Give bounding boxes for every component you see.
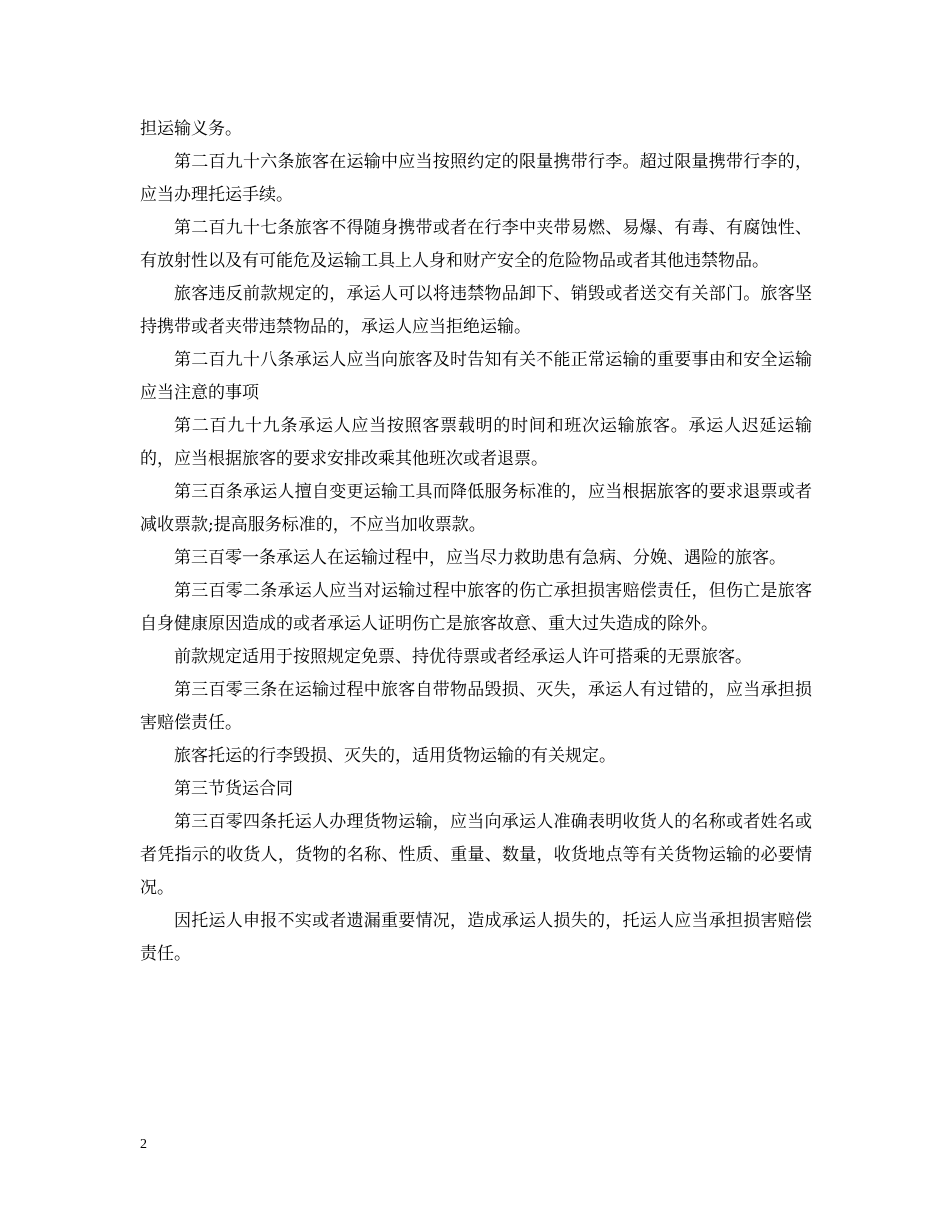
paragraph: 第三百零三条在运输过程中旅客自带物品毁损、灭失，承运人有过错的，应当承担损害赔偿责任。 bbox=[140, 680, 812, 733]
paragraph: 前款规定适用于按照规定免票、持优待票或者经承运人许可搭乘的无票旅客。 bbox=[174, 647, 752, 667]
paragraph: 第二百九十九条承运人应当按照客票载明的时间和班次运输旅客。承运人迟延运输的，应当根据旅客的要求安排改乘其他班次或者退票。 bbox=[140, 416, 812, 469]
paragraph: 第三百零一条承运人在运输过程中，应当尽力救助患有急病、分娩、遇险的旅客。 bbox=[174, 548, 786, 568]
paragraph: 第二百九十七条旅客不得随身携带或者在行李中夹带易燃、易爆、有毒、有腐蚀性、有放射性以及有可能危及运输工具上人身和财产安全的危险物品或者其他违禁物品。 bbox=[140, 218, 812, 271]
paragraph: 旅客托运的行李毁损、灭失的，适用货物运输的有关规定。 bbox=[174, 746, 616, 766]
paragraph: 担运输义务。 bbox=[140, 119, 242, 139]
paragraph: 旅客违反前款规定的，承运人可以将违禁物品卸下、销毁或者送交有关部门。旅客坚持携带或者夹带违禁物品的，承运人应当拒绝运输。 bbox=[140, 284, 812, 337]
paragraph: 第二百九十六条旅客在运输中应当按照约定的限量携带行李。超过限量携带行李的，应当办理托运手续。 bbox=[140, 152, 812, 205]
section-heading: 第三节货运合同 bbox=[174, 779, 293, 799]
paragraph: 第三百条承运人擅自变更运输工具而降低服务标准的，应当根据旅客的要求退票或者减收票款;提高服务标准的，不应当加收票款。 bbox=[140, 482, 812, 535]
page-number: 2 bbox=[140, 1137, 147, 1152]
document-body bbox=[140, 113, 812, 971]
paragraph: 第三百零二条承运人应当对运输过程中旅客的伤亡承担损害赔偿责任，但伤亡是旅客自身健康原因造成的或者承运人证明伤亡是旅客故意、重大过失造成的除外。 bbox=[140, 581, 812, 634]
paragraph: 因托运人申报不实或者遗漏重要情况，造成承运人损失的，托运人应当承担损害赔偿责任。 bbox=[140, 911, 812, 964]
paragraph: 第三百零四条托运人办理货物运输，应当向承运人准确表明收货人的名称或者姓名或者凭指示的收货人，货物的名称、性质、重量、数量，收货地点等有关货物运输的必要情况。 bbox=[140, 812, 812, 898]
paragraph: 第二百九十八条承运人应当向旅客及时告知有关不能正常运输的重要事由和安全运输应当注意的事项 bbox=[140, 350, 812, 403]
